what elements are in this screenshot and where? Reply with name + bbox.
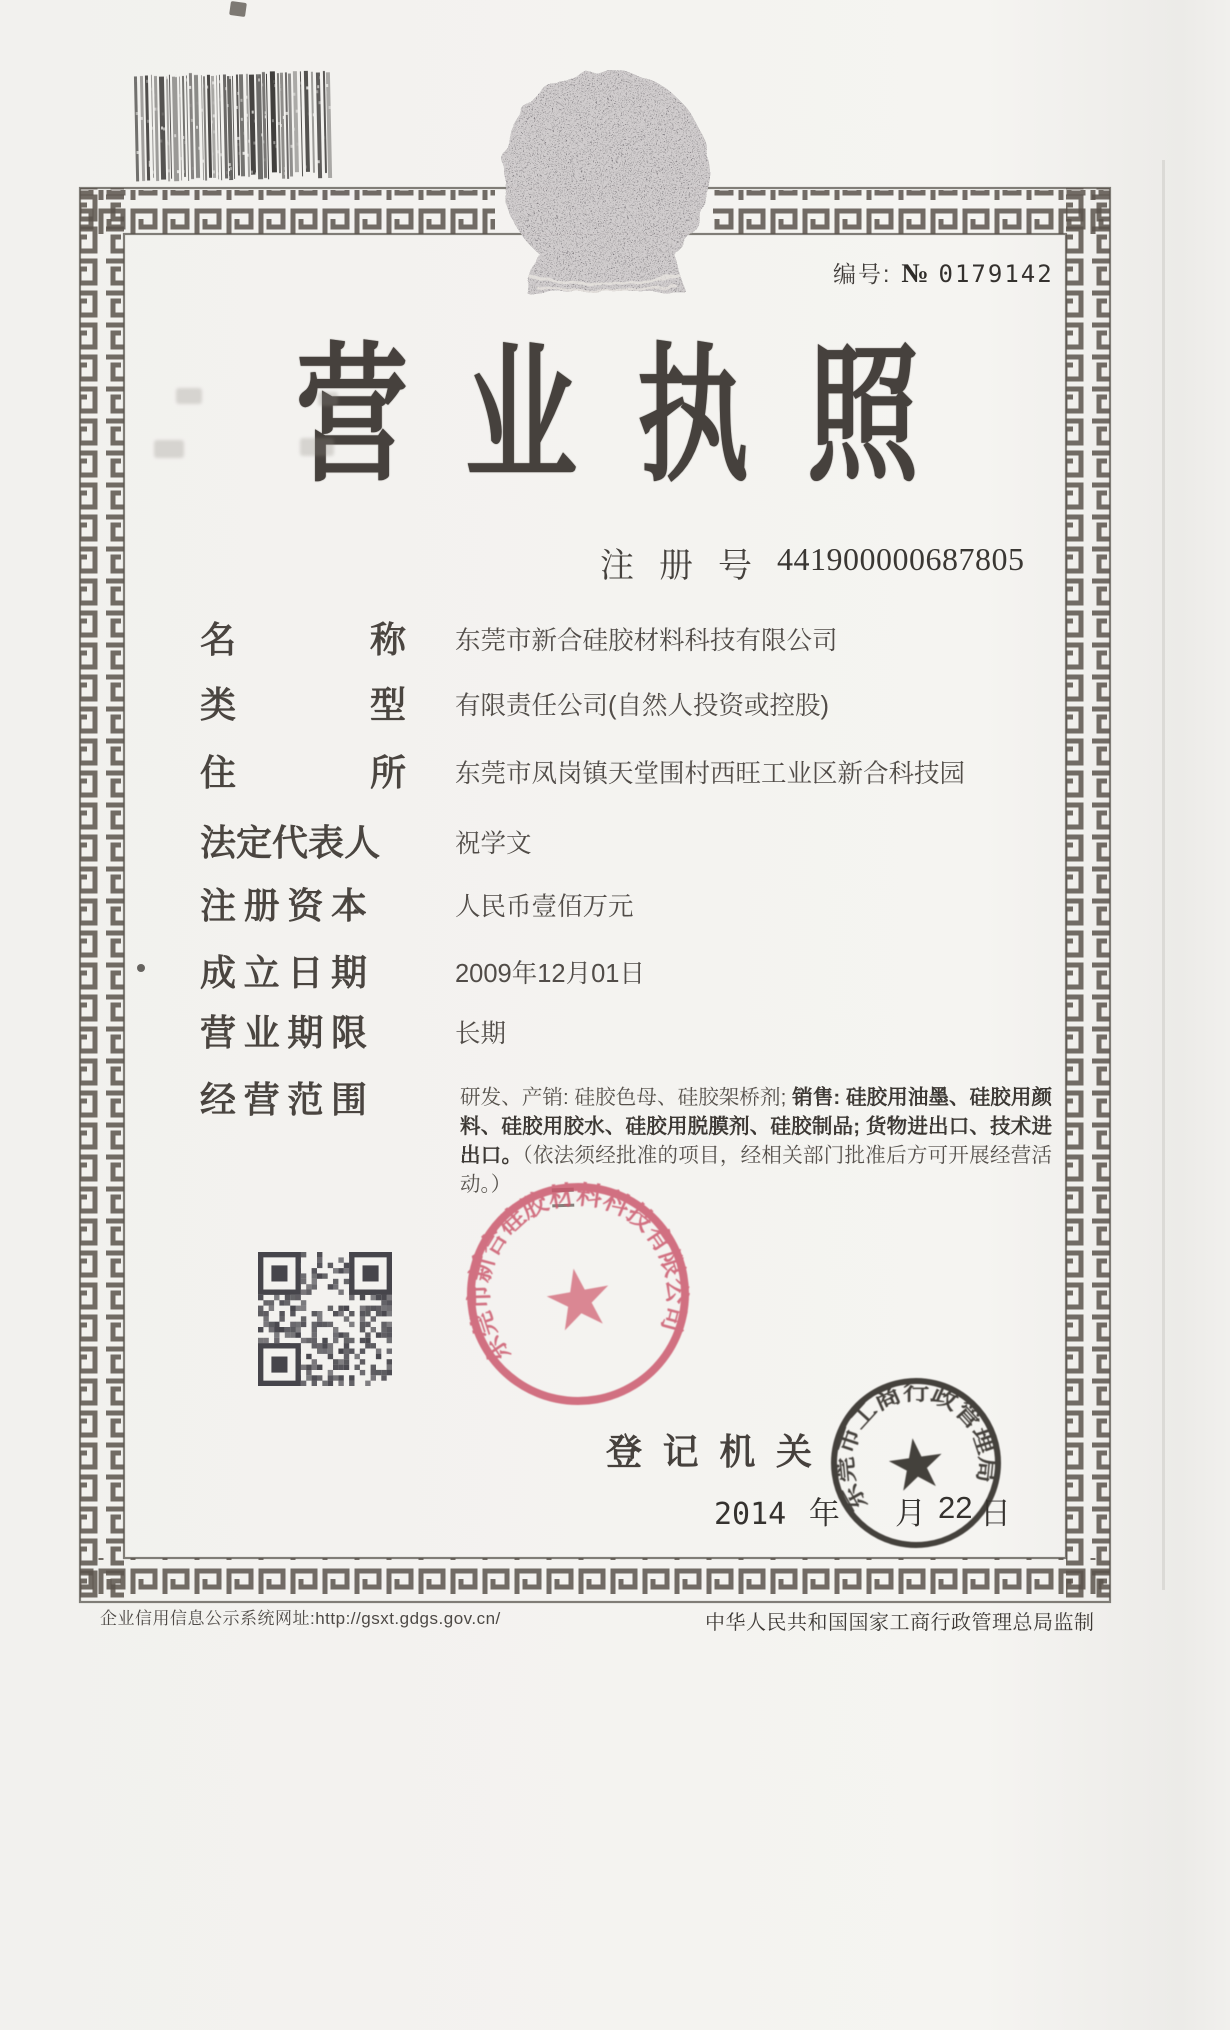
field-label: 法 定 代 表 人: [200, 822, 381, 863]
national-emblem: [470, 40, 742, 306]
field-value: 有限责任公司(自然人投资或控股): [455, 692, 829, 720]
scan-artifact: [229, 1, 247, 17]
scope-part2: 销售: 硅胶用油墨、硅胶用颜料、硅胶用胶水、硅胶用脱膜剂、硅胶制品; 货物进出口、技术进出口。: [460, 1086, 1052, 1167]
scan-artifact: [318, 392, 338, 406]
serial-number-line: [833, 256, 1054, 289]
field-value: 东莞市凤岗镇天堂围村西旺工业区新合科技园: [455, 760, 966, 788]
serial-number: 0179142: [938, 260, 1054, 288]
field-value: 长期: [455, 1020, 507, 1048]
field-row-legal-representative: [200, 821, 1120, 867]
field-value: 祝学文: [455, 830, 532, 858]
company-seal: [455, 1171, 701, 1417]
field-label: 住 所: [200, 752, 406, 793]
footer-issuer: 中华人民共和国国家工商行政管理总局监制: [705, 1612, 1095, 1634]
year-unit: 年: [808, 1496, 840, 1531]
field-label: 成 立 日 期: [200, 952, 367, 993]
registration-number-label: 注 册 号: [600, 547, 752, 585]
qr-code: [258, 1252, 392, 1386]
registrar-label: 登 记 机 关: [606, 1431, 812, 1472]
svg-text:东莞市新合硅胶材料科技有限公司: [455, 1171, 701, 1372]
registrar-row: [606, 1424, 812, 1475]
field-row-establishment-date: [200, 951, 1120, 997]
registration-authority-seal: [820, 1367, 1012, 1559]
registration-number-line: [600, 538, 1025, 585]
star-icon: [886, 1435, 946, 1493]
field-value: 东莞市新合硅胶材料科技有限公司: [455, 627, 838, 655]
star-icon: [543, 1263, 615, 1332]
issue-year: 2014: [714, 1497, 787, 1532]
field-row-name: [200, 618, 1120, 664]
field-label: 营 业 期 限: [200, 1012, 367, 1053]
field-row-address: [200, 751, 1120, 797]
scan-artifact: [154, 440, 184, 458]
day-unit: 日: [980, 1496, 1011, 1531]
scan-artifact: [176, 388, 202, 404]
field-label: 名 称: [200, 619, 406, 660]
title-char: 执: [637, 332, 749, 499]
scan-artifact: [300, 438, 334, 456]
field-label: 注 册 资 本: [200, 885, 367, 926]
barcode: [134, 70, 333, 182]
title-char: 营: [296, 332, 408, 499]
title-char: 照: [807, 332, 919, 499]
field-row-registered-capital: [200, 884, 1120, 930]
company-seal-text: 东莞市新合硅胶材料科技有限公司: [463, 1179, 693, 1369]
serial-label: 编号:: [833, 261, 892, 287]
authority-seal-text: 东莞市工商行政管理局: [831, 1378, 1001, 1516]
field-value: 人民币壹佰万元: [455, 893, 634, 921]
field-value: 2009年12月01日: [455, 960, 645, 988]
field-label: 类 型: [200, 684, 406, 725]
registration-number-value: 441900000687805: [777, 541, 1025, 577]
field-row-type: [200, 683, 1120, 729]
scan-edge-shadow: [1162, 160, 1165, 1590]
field-label: 经 营 范 围: [200, 1079, 367, 1120]
scope-part1: 研发、产销: 硅胶色母、硅胶架桥剂;: [460, 1086, 793, 1109]
scope-part3: （依法须经批准的项目，经相关部门批准后方可开展经营活动。）: [460, 1144, 1053, 1196]
ink-dot: [137, 964, 145, 972]
footer-public-info-url: 企业信用信息公示系统网址:http://gsxt.gdgs.gov.cn/: [100, 1609, 501, 1628]
title-char: 业: [465, 332, 577, 499]
numero-symbol: №: [901, 258, 929, 288]
issue-day: 22: [938, 1490, 973, 1525]
field-row-business-term: [200, 1011, 1120, 1057]
month-unit: 月: [895, 1496, 926, 1531]
